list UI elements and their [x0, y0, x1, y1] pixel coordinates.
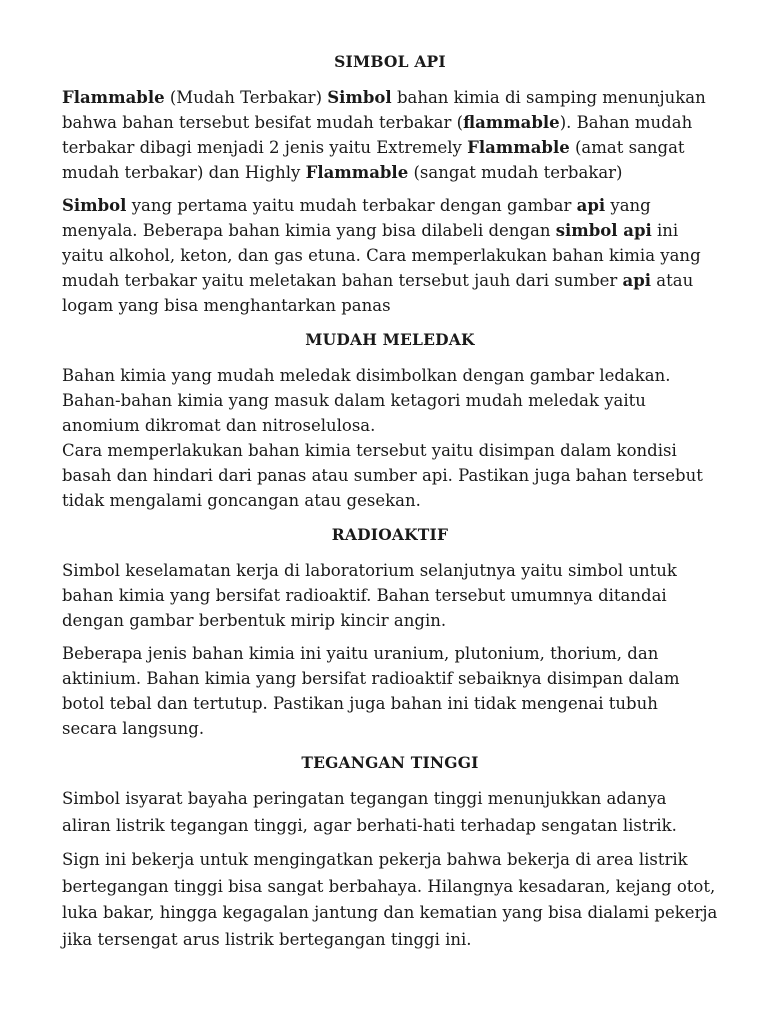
paragraph-radioactive-intro: [62, 558, 718, 633]
text-run: Simbol isyarat bayaha peringatan tegangan tinggi menunjukkan adanya aliran listrik tegangan tinggi, agar berhati-hati terhadap sengatan listrik.: [62, 789, 677, 835]
text-run: ini yaitu alkohol, keton, dan gas etuna. Cara memperlakukan bahan kimia yang mudah terbakar yaitu meletakan bahan tersebut jauh dari sumber: [62, 221, 701, 290]
high-voltage-section: [62, 753, 718, 953]
text-run: (sangat mudah terbakar): [408, 163, 623, 182]
bold-term: Flammable: [62, 88, 165, 107]
paragraph-explosive-intro: [62, 363, 718, 438]
text-run: (amat sangat mudah terbakar) dan Highly: [62, 138, 685, 182]
paragraph-flammable-detail: [62, 193, 718, 318]
bold-term: simbol api: [555, 221, 652, 240]
bold-term: Flammable: [305, 163, 409, 182]
text-run: Bahan kimia yang mudah meledak disimbolkan dengan gambar ledakan. Bahan-bahan kimia yang masuk dalam ketagori mudah meledak yaitu anomium dikromat dan nitroselulosa.: [62, 366, 671, 435]
paragraph-high-voltage-intro: [62, 786, 718, 839]
section-heading-tegangan-tinggi: TEGANGAN TINGGI: [301, 753, 479, 772]
text-run: Beberapa jenis bahan kimia ini yaitu uranium, plutonium, thorium, dan aktinium. Bahan kimia yang bersifat radioaktif sebaiknya disimpan dalam botol tebal dan tertutup. Pastikan juga bahan ini tidak mengenai tubuh secara langsung.: [62, 644, 680, 738]
text-run: ). Bahan mudah terbakar dibagi menjadi 2 jenis yaitu Extremely: [62, 113, 693, 157]
paragraph-radioactive-examples: [62, 641, 718, 741]
text-run: yang pertama yaitu mudah terbakar dengan gambar: [126, 196, 577, 215]
bold-term: Simbol: [327, 88, 392, 107]
text-run: yang menyala. Beberapa bahan kimia yang bisa dilabeli dengan: [62, 196, 651, 240]
bold-term: api: [576, 196, 606, 215]
bold-term: api: [622, 271, 652, 290]
bold-term: Flammable: [467, 138, 570, 157]
paragraph-explosive-handling: [62, 438, 718, 513]
text-run: atau logam yang bisa menghantarkan panas: [62, 271, 694, 315]
section-heading-simbol-api: SIMBOL API: [334, 52, 446, 71]
bold-term: Simbol: [62, 196, 127, 215]
text-run: Simbol keselamatan kerja di laboratorium selanjutnya yaitu simbol untuk bahan kimia yang bersifat radioaktif. Bahan tersebut umumnya ditandai dengan gambar berbentuk mirip kincir angin.: [62, 561, 677, 630]
section-heading-radioaktif: RADIOAKTIF: [331, 525, 449, 544]
bold-term: flammable: [463, 113, 560, 132]
text-run: Cara memperlakukan bahan kimia tersebut yaitu disimpan dalam kondisi basah dan hindari dari panas atau sumber api. Pastikan juga bahan tersebut tidak mengalami goncangan atau gesekan.: [62, 441, 703, 510]
section-heading-mudah-meledak: MUDAH MELEDAK: [305, 330, 475, 349]
paragraph-flammable-intro: [62, 85, 718, 185]
paragraph-high-voltage-danger: [62, 847, 718, 953]
text-run: (Mudah Terbakar): [164, 88, 328, 107]
text-run: Sign ini bekerja untuk mengingatkan pekerja bahwa bekerja di area listrik bertegangan tinggi bisa sangat berbahaya. Hilangnya kesadaran, kejang otot, luka bakar, hingga kegagalan jantung dan kematian yang bisa dialami pekerja jika tersengat arus listrik bertegangan tinggi ini.: [62, 850, 718, 949]
text-run: bahan kimia di samping menunjukan bahwa bahan tersebut besifat mudah terbakar (: [62, 88, 706, 132]
